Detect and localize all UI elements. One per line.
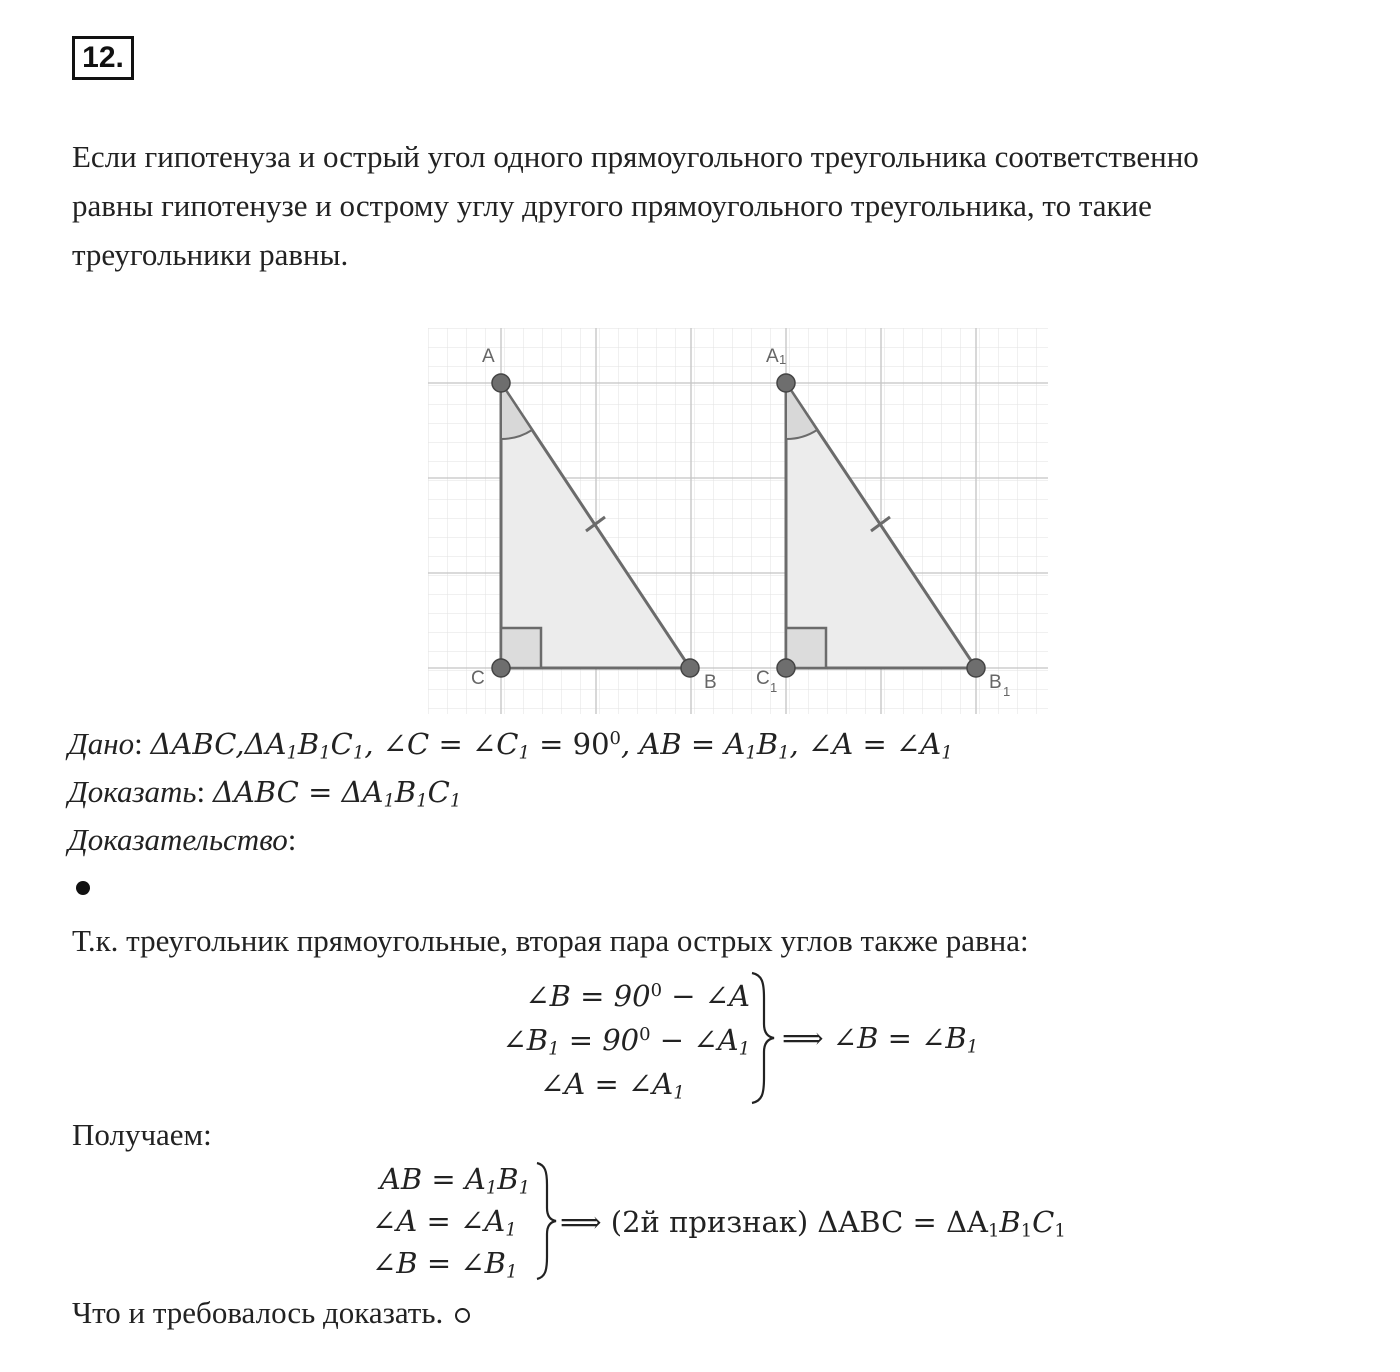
- label-a1-sub: 1: [779, 352, 787, 367]
- theorem-line-1: Если гипотенуза и острый угол одного прямоугольного треугольника соответственно: [72, 139, 1199, 174]
- proof-line: [68, 818, 296, 862]
- given-sep: :: [134, 726, 151, 761]
- system1-result: ⟹ ∠B = $\angle B_1$: [782, 1021, 979, 1058]
- label-b1-sub: 1: [1003, 684, 1011, 699]
- system1-brace: [748, 970, 780, 1106]
- system1-line-3: ∠A = $\angle A_1$: [540, 1067, 685, 1104]
- label-c1: C: [756, 668, 770, 689]
- problem-number: 12.: [72, 36, 134, 80]
- point-b1: [967, 659, 985, 677]
- system2-brace: [534, 1160, 562, 1282]
- prove-math: $\Delta ABC = \Delta A_1B_1C_1$: [212, 775, 462, 812]
- given-line: [68, 722, 953, 766]
- system2-line-3: ∠B = $\angle B_1$: [372, 1246, 518, 1283]
- system2-result: ⟹ (2й признак) $\Delta ABC = \Delta A_1B_1C_1$: [560, 1205, 1066, 1242]
- conclusion-line: [72, 1288, 470, 1337]
- conclusion-text: Что и требовалось доказать.: [72, 1295, 444, 1330]
- theorem-line-3: треугольники равны.: [72, 237, 349, 272]
- point-b: [681, 659, 699, 677]
- prove-sep: :: [196, 774, 213, 809]
- label-c1-sub: 1: [770, 680, 778, 695]
- prove-label: Доказать: [68, 774, 197, 809]
- label-b: B: [704, 672, 717, 693]
- system1-line-2: $\angle B_1 = 90^0$ − $\angle A_1$: [502, 1023, 750, 1060]
- step2-text: Получаем:: [72, 1117, 212, 1152]
- point-a1: [777, 374, 795, 392]
- given-math: $\Delta ABC,\Delta A_1B_1C_1$, ∠C = $\angle C_1 = 90^0$, AB = $A_1B_1$, ∠A = $\angle A_1$: [150, 727, 953, 764]
- label-a: A: [482, 346, 495, 367]
- system2-line-2: ∠A = $\angle A_1$: [372, 1204, 517, 1241]
- point-c: [492, 659, 510, 677]
- given-label: Дано: [68, 726, 135, 761]
- system1-line-1: ∠B = $90^0$ − ∠A: [525, 979, 750, 1013]
- proof-label: Доказательство: [68, 822, 288, 857]
- prove-line: [68, 770, 461, 814]
- label-b1: B: [989, 672, 1002, 693]
- qed-circle: [455, 1308, 470, 1323]
- point-c1: [777, 659, 795, 677]
- step1-text: Т.к. треугольник прямоугольные, вторая пара острых углов также равна:: [72, 923, 1029, 958]
- theorem-line-2: равны гипотенузе и острому углу другого прямоугольного треугольника, то такие: [72, 188, 1152, 223]
- triangles-figure: [428, 328, 1048, 714]
- bullet: [76, 881, 90, 895]
- label-a1: A: [766, 346, 779, 367]
- proof-sep: :: [287, 822, 297, 857]
- label-c: C: [471, 668, 485, 689]
- point-a: [492, 374, 510, 392]
- system2-line-1: AB = $A_1B_1$: [379, 1162, 530, 1199]
